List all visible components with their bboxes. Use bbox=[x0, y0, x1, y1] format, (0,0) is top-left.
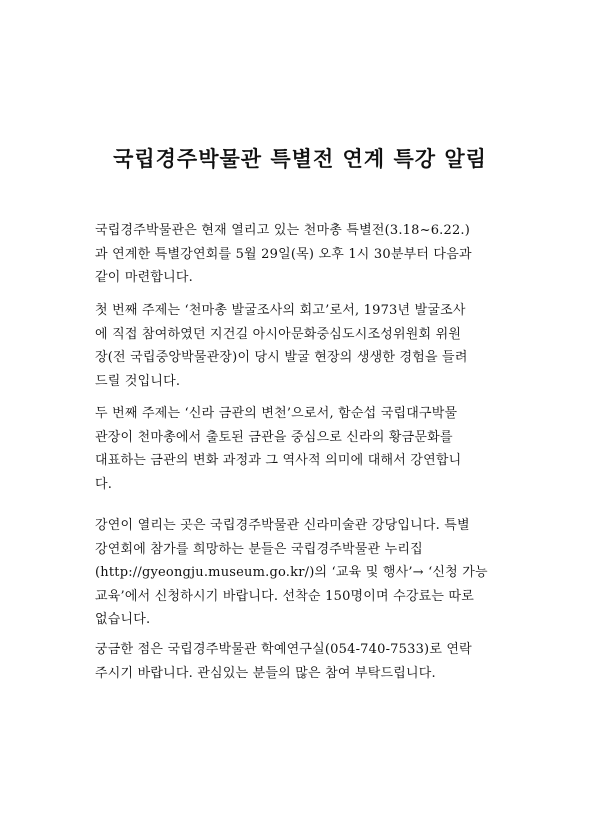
text-line: 다. bbox=[95, 476, 113, 492]
text-line: 궁금한 점은 국립경주박물관 학예연구실(054-740-7533)로 연락 bbox=[95, 642, 472, 657]
text-line: 교육’에서 신청하시기 바랍니다. 선착순 150명이며 수강료는 따로 bbox=[95, 588, 475, 604]
paragraph-venue-registration bbox=[95, 514, 513, 632]
text-line: 장(전 국립중앙박물관장)이 당시 발굴 현장의 생생한 경험을 들려 bbox=[95, 350, 468, 365]
text-line: 같이 마련합니다. bbox=[95, 270, 193, 285]
text-line: 두 번째 주제는 ‘신라 금관의 변천’으로서, 함순섭 국립대구박물 bbox=[95, 406, 458, 421]
text-line: 없습니다. bbox=[95, 612, 151, 627]
text-line: 첫 번째 주제는 ‘천마총 발굴조사의 회고’로서, 1973년 발굴조사 bbox=[95, 303, 466, 318]
text-line: 강연회에 참가를 희망하는 분들은 국립경주박물관 누리집 bbox=[95, 541, 423, 557]
text-line-url: (http://gyeongju.museum.go.kr/)의 ‘교육 및 행사’→ ‘신청 가능 bbox=[95, 565, 488, 580]
text-line: 국립경주박물관은 현재 열리고 있는 천마총 특별전(3.18~6.22.) bbox=[95, 223, 471, 238]
text-line: 강연이 열리는 곳은 국립경주박물관 신라미술관 강당입니다. 특별 bbox=[95, 518, 470, 533]
paragraph-first-topic bbox=[95, 299, 513, 393]
paragraph-contact bbox=[95, 638, 513, 685]
text-line: 드릴 것입니다. bbox=[95, 373, 181, 389]
paragraph-second-topic bbox=[95, 402, 513, 496]
text-line: 에 직접 참여하였던 지건길 아시아문화중심도시조성위원회 위원 bbox=[95, 326, 462, 342]
text-line: 대표하는 금관의 변화 과정과 그 역사적 의미에 대해서 강연합니 bbox=[95, 453, 462, 468]
document-title: 국립경주박물관 특별전 연계 특강 알림 bbox=[113, 146, 487, 171]
text-line: 주시기 바랍니다. 관심있는 분들의 많은 참여 부탁드립니다. bbox=[95, 665, 436, 681]
text-line: 과 연계한 특별강연회를 5월 29일(목) 오후 1시 30분부터 다음과 bbox=[95, 246, 472, 262]
paragraph-intro bbox=[95, 219, 513, 290]
text-line: 관장이 천마총에서 출토된 금관을 중심으로 신라의 황금문화를 bbox=[95, 429, 453, 445]
